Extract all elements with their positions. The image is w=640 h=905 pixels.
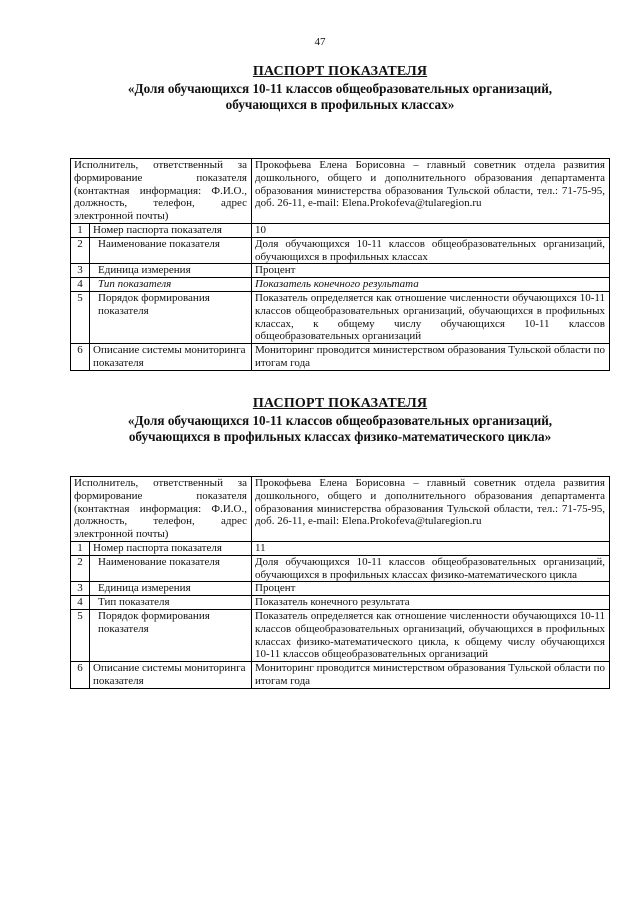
row-value: Показатель конечного результата [252,596,610,610]
table-row [71,596,610,610]
table-row-executor [71,159,610,224]
row-value: Показатель определяется как отношение численности обучающихся 10-11 классов общеобразовательных организаций, обучающихся в профильных классах, к общему числу обучающихся 10-11 классов общеобразовательных организаций [252,291,610,343]
row-number: 2 [71,555,90,582]
row-number: 1 [71,223,90,237]
passport-title: ПАСПОРТ ПОКАЗАТЕЛЯ [252,396,428,411]
table-row [71,291,610,343]
row-number: 6 [71,344,90,371]
passport-subtitle-line2: обучающихся в профильных классах» [225,97,455,112]
table-row [71,662,610,689]
row-number: 4 [71,596,90,610]
row-label: Тип показателя [90,596,252,610]
passport-subtitle-line2: обучающихся в профильных классах физико-математического цикла» [128,429,552,444]
row-value: Доля обучающихся 10-11 классов общеобразовательных организаций, обучающихся в профильных классах физико-математического цикла [252,555,610,582]
row-label: Наименование показателя [90,237,252,264]
table-row [71,237,610,264]
row-number: 4 [71,278,90,292]
row-number: 1 [71,541,90,555]
passport-table [70,158,610,371]
table-row-executor [71,477,610,542]
row-value: Показатель определяется как отношение численности обучающихся 10-11 классов общеобразовательных организаций, обучающихся в профильных классах физико-математического цикла, к общему числу обучающихся 10-11 классов общеобразовательных организаций [252,609,610,661]
row-label: Описание системы мониторинга показателя [90,344,252,371]
row-label: Номер паспорта показателя [90,223,252,237]
table-row [71,278,610,292]
row-value: 11 [252,541,610,555]
executor-label: Исполнитель, ответственный за формирование показателя (контактная информация: Ф.И.О., должность, телефон, адрес электронной почты) [71,477,252,542]
row-value: Мониторинг проводится министерством образования Тульской области по итогам года [252,344,610,371]
table-row [71,344,610,371]
indicator-passport-11 [70,396,610,689]
row-value: Показатель конечного результата [252,278,610,292]
executor-label: Исполнитель, ответственный за формирование показателя (контактная информация: Ф.И.О., должность, телефон, адрес электронной почты) [71,159,252,224]
row-label: Наименование показателя [90,555,252,582]
executor-value: Прокофьева Елена Борисовна – главный советник отдела развития дошкольного, общего и дополнительного образования департамента образования министерства образования Тульской области, тел.: 71-75-95, доб. 26-11, e-mail: Elena.Prokofeva@tularegion.ru [252,159,610,224]
executor-value: Прокофьева Елена Борисовна – главный советник отдела развития дошкольного, общего и дополнительного образования департамента образования министерства образования Тульской области, тел.: 71-75-95, доб. 26-11, e-mail: Elena.Prokofeva@tularegion.ru [252,477,610,542]
table-row [71,223,610,237]
passport-table [70,476,610,689]
row-number: 3 [71,582,90,596]
row-value: 10 [252,223,610,237]
passport-subtitle-line1: «Доля обучающихся 10-11 классов общеобразовательных организаций, [127,413,553,428]
row-label: Порядок формирования показателя [90,291,252,343]
table-row [71,555,610,582]
table-row [71,609,610,661]
row-number: 5 [71,609,90,661]
row-number: 6 [71,662,90,689]
page-number: 47 [314,36,326,48]
row-label: Описание системы мониторинга показателя [90,662,252,689]
row-label: Номер паспорта показателя [90,541,252,555]
row-value: Процент [252,582,610,596]
table-row [71,541,610,555]
row-value: Мониторинг проводится министерством образования Тульской области по итогам года [252,662,610,689]
passport-title: ПАСПОРТ ПОКАЗАТЕЛЯ [252,64,428,79]
row-label: Единица измерения [90,582,252,596]
row-label: Тип показателя [90,278,252,292]
row-value: Доля обучающихся 10-11 классов общеобразовательных организаций, обучающихся в профильных классах [252,237,610,264]
table-row [71,264,610,278]
row-number: 5 [71,291,90,343]
row-label: Порядок формирования показателя [90,609,252,661]
row-number: 2 [71,237,90,264]
row-number: 3 [71,264,90,278]
table-row [71,582,610,596]
row-value: Процент [252,264,610,278]
row-label: Единица измерения [90,264,252,278]
indicator-passport-10 [70,64,610,371]
passport-subtitle-line1: «Доля обучающихся 10-11 классов общеобразовательных организаций, [127,81,553,96]
